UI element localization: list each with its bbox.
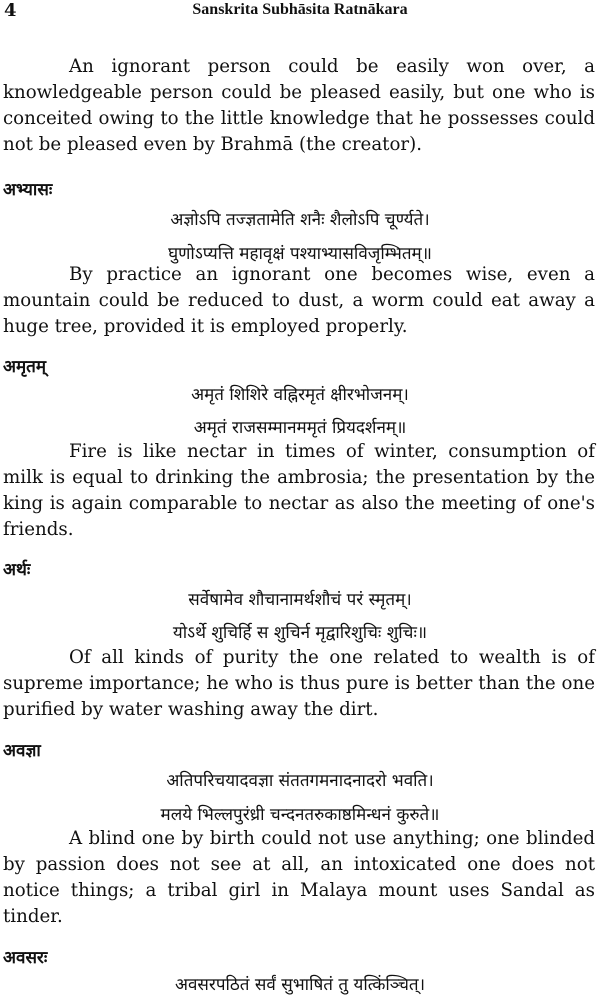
- verse: [0, 764, 600, 832]
- running-title: Sanskrita Subhāsita Ratnākara: [192, 1, 408, 18]
- translation-paragraph: An ignorant person could be easily won over, a knowledgeable person could be pleased easily, but one who is conceited owing to the little knowledge that he possesses could not be pleased even by Brahmā (the creator).: [3, 56, 595, 155]
- verse: [0, 379, 600, 445]
- section-heading: अभ्यासः: [3, 180, 53, 200]
- verse: [0, 584, 600, 650]
- translation-paragraph: Of all kinds of purity the one related to wealth is of supreme importance; he who is thus pure is better than the one purified by water washing away the dirt.: [3, 647, 595, 720]
- page-number: 4: [4, 0, 17, 21]
- verse-line: अवसरपठितं सर्वं सुभाषितं तु यत्किंञ्चित्।: [174, 975, 426, 995]
- translation-paragraph: A blind one by birth could not use anything; one blinded by passion does not see at all, an intoxicated one does not notice things; a tribal girl in Malaya mount uses Sandal as tinder.: [3, 828, 595, 927]
- section-heading: अवज्ञा: [3, 741, 41, 761]
- verse-line: मलये भिल्लपुरंध्री चन्दनतरुकाष्ठमिन्धनं कुरुते॥: [160, 805, 440, 825]
- verse-line: योऽर्थे शुचिर्हि स शुचिर्न मृद्वारिशुचिः शुचिः॥: [172, 623, 428, 643]
- verse: [0, 970, 600, 1000]
- page-header: [4, 0, 596, 22]
- translation-paragraph: By practice an ignorant one becomes wise, even a mountain could be reduced to dust, a worm could eat away a huge tree, provided it is employed properly.: [3, 264, 595, 337]
- section-heading: अर्थः: [3, 560, 31, 580]
- verse-line: सर्वेषामेव शौचानामर्थशौचं परं स्मृतम्।: [188, 590, 412, 610]
- verse-line: घुणोऽप्यत्ति महावृक्षं पश्याभ्यासविजृम्भितम्॥: [168, 244, 432, 264]
- verse-line: अज्ञोऽपि तज्ज्ञतामेति शनैः शैलोऽपि चूर्ण्यते।: [170, 210, 430, 230]
- verse: [0, 203, 600, 271]
- section-heading: अमृतम्: [3, 357, 47, 377]
- verse-line: अतिपरिचयादवज्ञा संततगमनादनादरो भवति।: [166, 771, 434, 791]
- verse-line: अमृतं राजसम्मानममृतं प्रियदर्शनम्॥: [193, 418, 407, 438]
- translation-paragraph: Fire is like nectar in times of winter, consumption of milk is equal to drinking the ambrosia; the presentation by the king is again comparable to nectar as also the meeting of one's friends.: [3, 441, 595, 540]
- verse-line: अमृतं शिशिरे वह्निरमृतं क्षीरभोजनम्।: [191, 385, 409, 405]
- section-heading: अवसरः: [3, 948, 48, 968]
